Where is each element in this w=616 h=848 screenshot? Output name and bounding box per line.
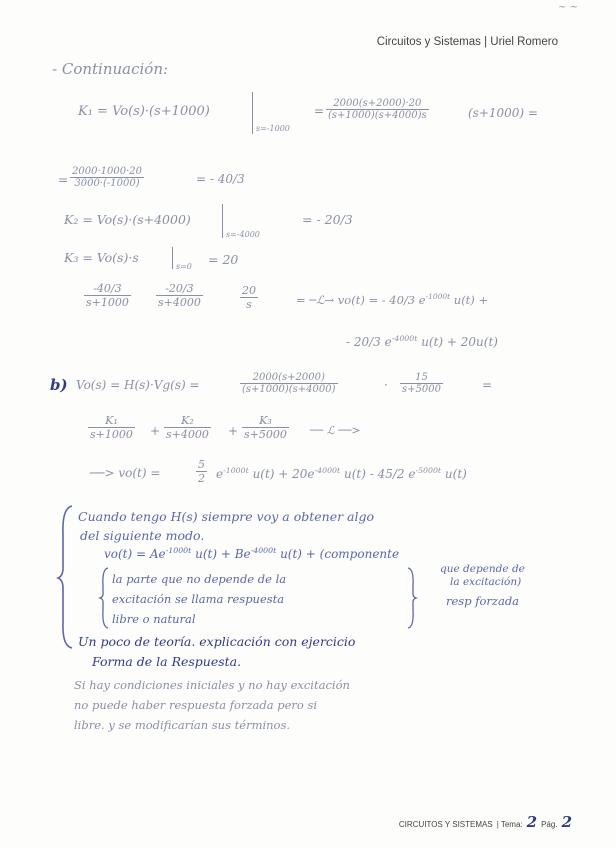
theory-line-4: que depende de — [440, 563, 525, 575]
b-lhs: Vo(s) = H(s)·Vg(s) = — [76, 378, 200, 392]
theory-line-9: resp forzada — [446, 594, 520, 608]
theory-title-2: Forma de la Respuesta. — [92, 654, 242, 669]
pf-term-3-num: 20 — [242, 284, 256, 297]
b-partial-1 — [88, 414, 135, 441]
b-fraction-2-den: s+5000 — [402, 384, 441, 395]
b-partial-1-num: K₁ — [88, 414, 135, 428]
pf-term-3 — [240, 284, 258, 311]
k1-fraction-num: 2000(s+2000)·20 — [326, 98, 429, 110]
b-partial-3-num: K₃ — [242, 414, 289, 428]
b-plus-2: + — [228, 424, 239, 438]
theory-line-6: la parte que no depende de la — [112, 572, 287, 586]
b-result-terms: $e^{-1000t}$ $u(t) + 20e^{-4000t}$ u(t) - 45/2 $e^{-5000t}$ u(t) — [216, 466, 467, 481]
theory-line-8: libre o natural — [112, 612, 196, 626]
corner-mark: ~ ~ — [558, 2, 578, 13]
theory-title-1: Un poco de teoría. explicación con ejercicio — [78, 634, 356, 649]
b-partial-2-num: K₂ — [164, 414, 211, 428]
pf-term-2-den: s+4000 — [158, 296, 201, 309]
theory-line-14: libre. y se modificarían sus términos. — [74, 718, 291, 732]
eval-bar-k3 — [172, 247, 173, 269]
b-result-coef — [196, 458, 207, 485]
b-result-coef-den: 2 — [198, 472, 205, 485]
inner-brace-right — [406, 566, 418, 630]
b-partial-3 — [242, 414, 289, 441]
page-header: Circuitos y Sistemas | Uriel Romero — [376, 36, 558, 48]
k2-eval-point: s=-4000 — [226, 230, 260, 239]
theory-line-7: excitación se llama respuesta — [112, 592, 285, 606]
b-fraction-1-num: 2000(s+2000) — [240, 372, 338, 384]
theory-line-13: no puede haber respuesta forzada pero si — [74, 698, 318, 712]
page-footer — [399, 813, 572, 831]
pf-term-1 — [84, 282, 131, 309]
b-partial-3-den: s+5000 — [244, 428, 287, 441]
k3-result: = 20 — [208, 252, 239, 267]
b-partial-2 — [164, 414, 211, 441]
b-partial-1-den: s+1000 — [90, 428, 133, 441]
laplace-result-2: - 20/3 $e^{-4000t}$ u(t) + 20u(t) — [346, 334, 498, 349]
b-result: ──> vo(t) = — [90, 466, 161, 480]
b-partial-2-den: s+4000 — [166, 428, 209, 441]
pf-term-3-den: s — [246, 298, 252, 311]
heading-continuacion: - Continuación: — [52, 60, 169, 78]
k1-lhs: K₁ = Vo(s)·(s+1000) — [78, 104, 210, 119]
k3-eval-point: s=0 — [176, 262, 192, 271]
pf-term-2-num: -20/3 — [156, 282, 203, 296]
b-fraction-1-den: (s+1000)(s+4000) — [242, 384, 336, 395]
b-eq-sign: = — [482, 378, 493, 392]
l3-eq-sign: = — [58, 173, 69, 187]
k2-result: = - 20/3 — [302, 212, 353, 227]
k1-tail: (s+1000) = — [468, 106, 538, 120]
footer-tema-label: | Tema: — [496, 820, 523, 829]
eval-bar-k2 — [222, 204, 223, 238]
footer-course: CIRCUITOS Y SISTEMAS — [398, 820, 493, 829]
k2-lhs: K₂ = Vo(s)·(s+4000) — [64, 212, 191, 227]
inner-brace-left — [98, 566, 110, 630]
theory-line-2: del siguiente modo. — [80, 528, 205, 543]
laplace-result-1: = ─ℒ→ vo(t) = - 40/3 $e^{-1000t}$ u(t) + — [296, 292, 489, 307]
theory-line-12: Si hay condiciones iniciales y no hay excitación — [74, 678, 350, 692]
k3-lhs: K₃ = Vo(s)·s — [64, 250, 139, 265]
b-result-coef-num: 5 — [198, 458, 205, 471]
k1-eval-point: s=-1000 — [256, 124, 290, 133]
l3-fraction-num: 2000·1000·20 — [72, 166, 142, 177]
b-fraction-2 — [400, 372, 443, 395]
footer-pag-value: 2 — [561, 813, 572, 831]
theory-brace — [56, 504, 76, 650]
b-dot: · — [384, 378, 388, 392]
b-fraction-1 — [240, 372, 338, 395]
k1-fraction-den: (s+1000)(s+4000)s — [328, 110, 427, 121]
pf-term-1-den: s+1000 — [86, 296, 129, 309]
k1-eq-sign: = — [314, 104, 325, 118]
theory-line-1: Cuando tengo H(s) siempre voy a obtener algo — [78, 509, 375, 524]
l3-fraction-den: 3000·(-1000) — [74, 178, 140, 189]
k1-fraction — [326, 98, 429, 121]
b-laplace-arrow: ── ℒ ──> — [310, 424, 361, 437]
b-plus-1: + — [150, 424, 161, 438]
pf-term-1-num: -40/3 — [84, 282, 131, 296]
footer-tema-value: 2 — [526, 813, 538, 831]
l3-result: = - 40/3 — [196, 172, 245, 186]
theory-line-5: la excitación) — [450, 576, 522, 588]
l3-fraction — [70, 166, 144, 189]
eval-bar-k1 — [252, 92, 253, 134]
footer-pag-label: Pág. — [541, 820, 558, 829]
pf-term-2 — [156, 282, 203, 309]
b-fraction-2-num: 15 — [400, 372, 443, 384]
part-b-label: b) — [50, 376, 68, 394]
theory-line-3: $vo(t) = Ae^{-1000t}$ $u(t) + Be^{-4000t}$ u(t) + (componente — [104, 546, 400, 561]
